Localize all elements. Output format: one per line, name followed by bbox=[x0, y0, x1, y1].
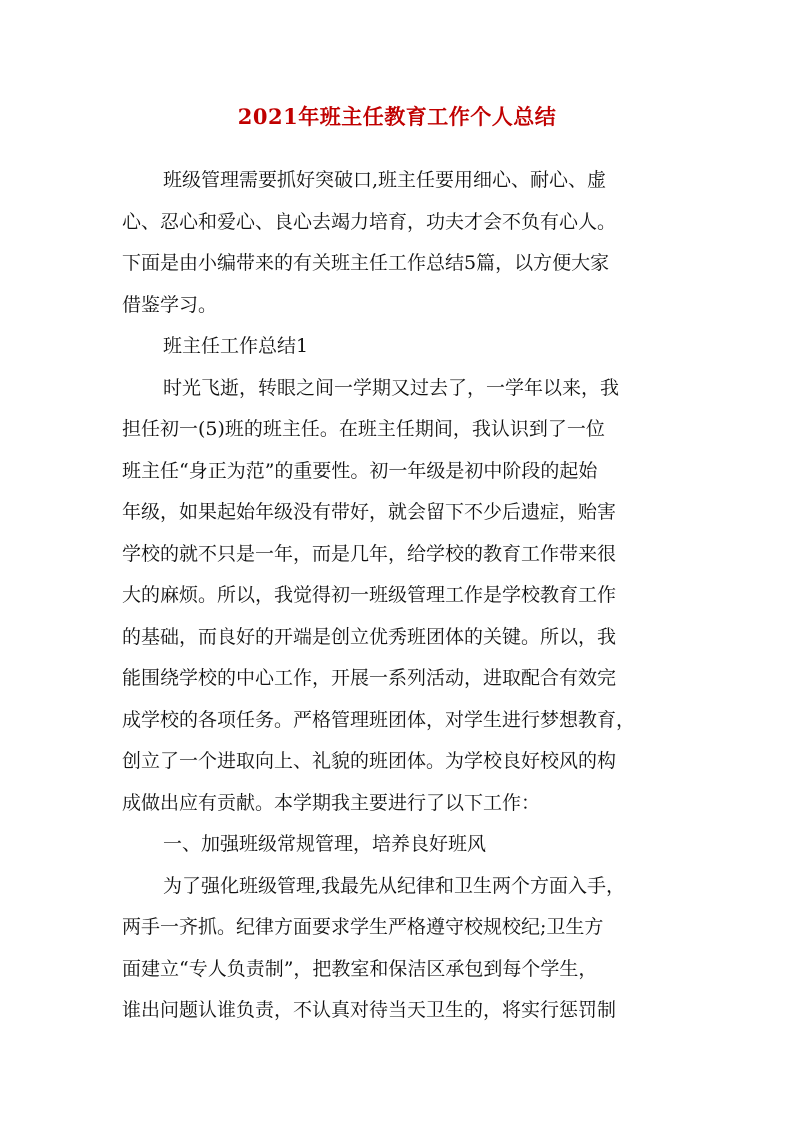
text-line: 年级，如果起始年级没有带好，就会留下不少后遗症，贻害 bbox=[122, 501, 617, 523]
text-line: 心、忍心和爱心、良心去竭力培育，功夫才会不负有心人。 bbox=[122, 210, 617, 233]
document-title: 2021年班主任教育工作个人总结 bbox=[237, 104, 557, 129]
text-line: 学校的就不只是一年，而是几年，给学校的教育工作带来很 bbox=[122, 542, 617, 565]
text-line: 面建立“专人负责制”，把教室和保洁区承包到每个学生， bbox=[122, 957, 598, 980]
text-line: 为了强化班级管理,我最先从纪律和卫生两个方面入手， bbox=[163, 874, 626, 897]
text-line: 担任初一(5)班的班主任。在班主任期间，我认识到了一位 bbox=[122, 418, 605, 440]
text-line: 班主任工作总结1 bbox=[163, 335, 309, 357]
text-line: 班级管理需要抓好突破口,班主任要用细心、耐心、虚 bbox=[163, 169, 607, 191]
text-line: 借鉴学习。 bbox=[122, 293, 218, 316]
text-line: 下面是由小编带来的有关班主任工作总结5篇，以方便大家 bbox=[122, 252, 610, 274]
text-line: 的基础，而良好的开端是创立优秀班团体的关键。所以，我 bbox=[122, 625, 617, 648]
document-body bbox=[122, 160, 682, 1032]
text-line: 时光飞逝，转眼之间一学期又过去了，一学年以来，我 bbox=[163, 376, 620, 399]
text-line: 成学校的各项任务。严格管理班团体，对学生进行梦想教育， bbox=[122, 708, 636, 731]
text-line: 创立了一个进取向上、礼貌的班团体。为学校良好校风的构 bbox=[122, 750, 617, 772]
text-line: 两手一齐抓。纪律方面要求学生严格遵守校规校纪;卫生方 bbox=[122, 916, 604, 938]
text-line: 一、加强班级常规管理，培养良好班风 bbox=[163, 833, 487, 855]
text-line: 班主任“身正为范”的重要性。初一年级是初中阶段的起始 bbox=[122, 459, 598, 482]
text-line: 成做出应有贡献。本学期我主要进行了以下工作： bbox=[122, 791, 541, 814]
text-line: 能围绕学校的中心工作，开展一系列活动，进取配合有效完 bbox=[122, 667, 617, 689]
text-line: 谁出问题认谁负责，不认真对待当天卫生的，将实行惩罚制 bbox=[122, 999, 617, 1021]
text-line: 大的麻烦。所以，我觉得初一班级管理工作是学校教育工作 bbox=[122, 584, 617, 606]
